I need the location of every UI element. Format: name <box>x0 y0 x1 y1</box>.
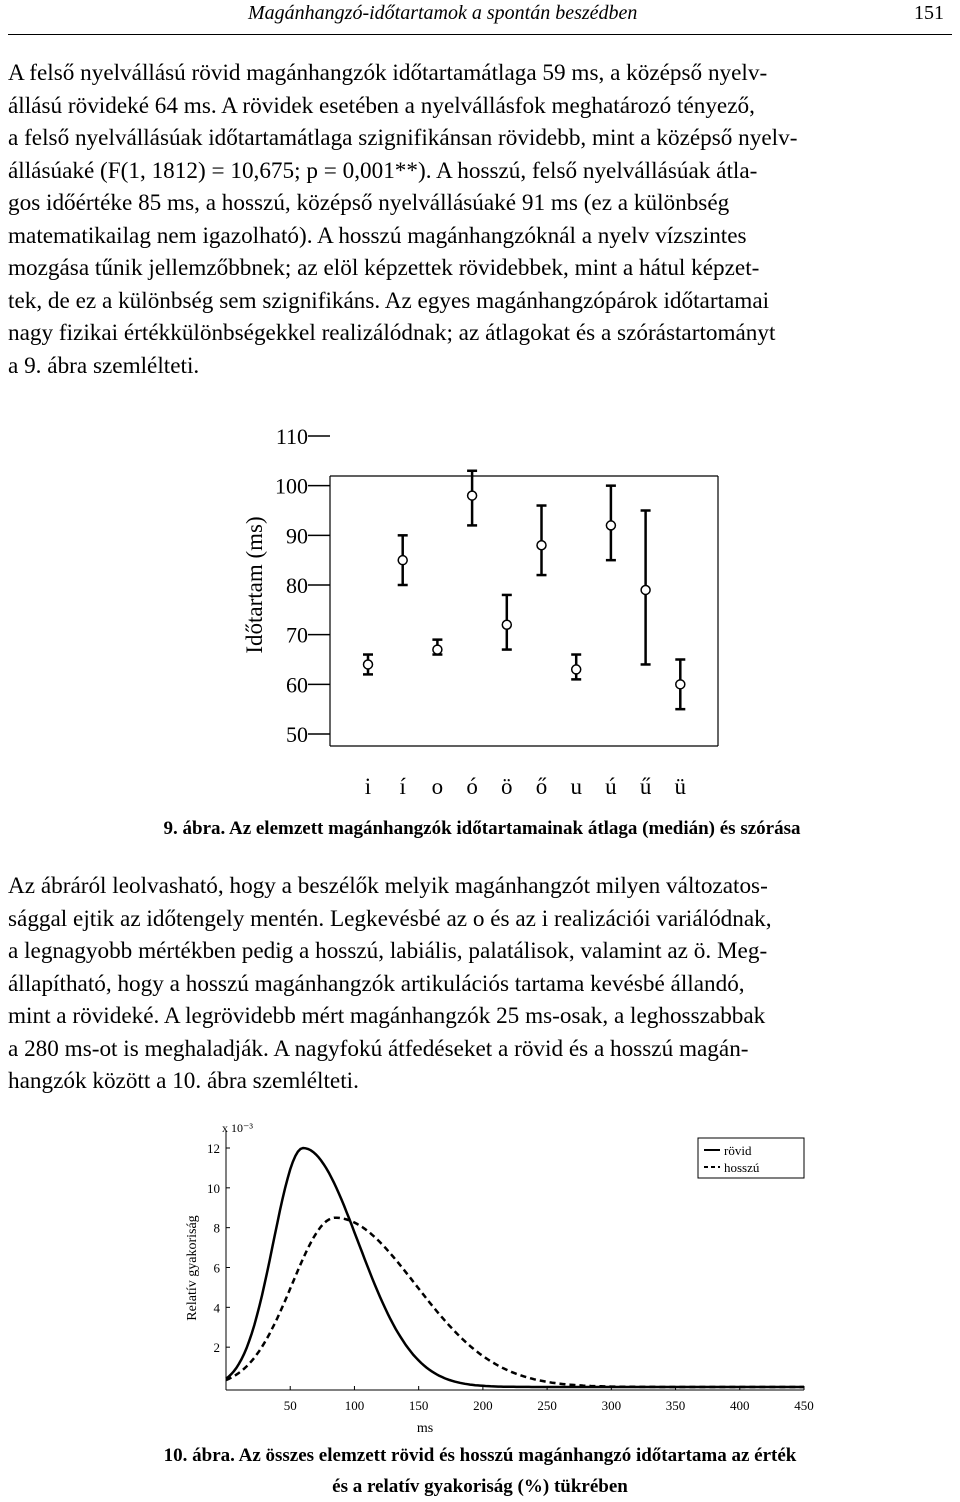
figure-9-caption-number: 9. ábra. <box>163 818 226 839</box>
figure-10-caption-line-1 <box>0 1440 960 1471</box>
paragraph-2-line: a legnagyobb mértékben pedig a hosszú, labiális, palatálisok, valamint az ö. Meg- <box>8 938 768 964</box>
y-tick-label: 70 <box>286 622 308 648</box>
x-category-label: í <box>399 774 406 799</box>
y-axis-label: Időtartam (ms) <box>242 516 267 654</box>
x-category-label: u <box>570 774 582 799</box>
paragraph-1-line: a 9. ábra szemlélteti. <box>8 352 200 379</box>
paragraph-1-line: A felső nyelvállású rövid magánhangzók időtartamátlaga 59 ms, a középső nyelv- <box>8 60 768 86</box>
y-tick-label: 2 <box>213 1340 220 1356</box>
x-tick-label: 450 <box>794 1398 814 1413</box>
legend <box>698 1138 804 1178</box>
x-category-label: ö <box>501 774 513 799</box>
paragraph-2 <box>8 870 952 1098</box>
mean-marker <box>433 645 442 654</box>
paragraph-1-line: nagy fizikai értékkülönbségekkel realizálódnak; az átlagokat és a szórástartományt <box>8 320 776 346</box>
paragraph-1-line: tek, de ez a különbség sem szignifikáns. Az egyes magánhangzópárok időtartamai <box>8 287 770 314</box>
paragraph-2-line: a 280 ms-ot is meghaladják. A nagyfokú átfedéseket a rövid és a hosszú magán- <box>8 1035 749 1062</box>
x-tick-label: 200 <box>473 1398 493 1413</box>
legend-label: hosszú <box>724 1160 760 1175</box>
figure-10-caption-number: 10. ábra. <box>163 1445 235 1466</box>
y-tick-label: 12 <box>207 1141 220 1156</box>
running-title: Magánhangzó-időtartamok a spontán beszédben <box>248 2 638 24</box>
series-line-long <box>226 1218 804 1387</box>
mean-marker <box>537 541 546 550</box>
x-tick-label: 300 <box>601 1398 622 1413</box>
paragraph-2-line: mint a rövideké. A legrövidebb mért magánhangzók 25 ms-osak, a leghosszabbak <box>8 1003 766 1029</box>
x-category-label: ü <box>674 774 687 799</box>
x-tick-label: 150 <box>408 1398 429 1413</box>
mean-marker <box>502 620 511 629</box>
figure-10-caption <box>0 1440 960 1502</box>
y-tick-label: 8 <box>213 1220 220 1236</box>
mean-marker <box>676 680 685 689</box>
paragraph-1 <box>8 57 952 382</box>
figure-9-marks <box>363 471 685 709</box>
mean-marker <box>641 585 650 594</box>
figure-9-chart <box>0 400 960 820</box>
y-tick-label: 50 <box>286 722 308 747</box>
mean-marker <box>398 556 407 565</box>
figure-9-axes <box>275 424 718 799</box>
x-tick-label: 350 <box>665 1398 686 1413</box>
paragraph-1-line: állásúaké (F(1, 1812) = 10,675; p = 0,001**). A hosszú, felső nyelvállásúak átla- <box>8 157 758 184</box>
x-tick-label: 100 <box>344 1398 365 1413</box>
page-number: 151 <box>914 2 944 24</box>
y-tick-label: 110 <box>275 424 308 449</box>
x-tick-label: 400 <box>730 1398 750 1413</box>
y-multiplier-label: x 10⁻³ <box>222 1121 253 1135</box>
x-tick-label: 250 <box>537 1398 557 1413</box>
paragraph-1-line: a felső nyelvállásúak időtartamátlaga szignifikánsan rövidebb, mint a középső nyelv- <box>8 125 798 151</box>
figure-9-caption-text: Az elemzett magánhangzók időtartamainak átlaga (medián) és szórása <box>228 818 801 839</box>
x-category-label: i <box>364 774 372 799</box>
legend-label: rövid <box>724 1143 752 1158</box>
paragraph-2-line: sággal ejtik az időtengely mentén. Legkevésbé az o és az i realizációi variálódnak, <box>8 905 772 932</box>
x-axis-label: ms <box>416 1421 434 1436</box>
x-category-label: ű <box>639 774 652 799</box>
figure-10-chart <box>0 1110 960 1436</box>
y-tick-label: 10 <box>207 1180 220 1196</box>
mean-marker <box>572 665 581 674</box>
series-line-short <box>226 1148 804 1387</box>
paragraph-2-line: Az ábráról leolvasható, hogy a beszélők melyik magánhangzót milyen változatos- <box>8 873 768 899</box>
mean-marker <box>606 521 615 530</box>
page-header <box>8 0 952 35</box>
paragraph-1-line: matematikailag nem igazolható). A hosszú magánhangzóknál a nyelv vízszintes <box>8 222 747 249</box>
figure-10-caption-text-1: Az összes elemzett rövid és hosszú magánhangzó időtartama az érték <box>238 1445 797 1466</box>
paragraph-1-line: mozgása tűnik jellemzőbbnek; az elöl képzettek rövidebbek, mint a hátul képzet- <box>8 255 760 281</box>
y-tick-label: 60 <box>286 672 308 698</box>
paragraph-1-line: állású rövideké 64 ms. A rövidek esetében a nyelvállásfok meghatározó tényező, <box>8 92 755 119</box>
y-tick-label: 100 <box>275 473 308 499</box>
y-tick-label: 6 <box>213 1260 220 1276</box>
paragraph-2-line: állapítható, hogy a hosszú magánhangzók artikulációs tartama kevésbé állandó, <box>8 970 745 997</box>
y-axis-label: Relatív gyakoriság <box>185 1215 200 1321</box>
y-tick-label: 80 <box>286 573 308 598</box>
paragraph-2-line: hangzók között a 10. ábra szemlélteti. <box>8 1068 359 1094</box>
figure-10-marks <box>226 1148 804 1387</box>
figure-9-caption <box>72 818 892 840</box>
mean-marker <box>468 491 477 500</box>
x-category-label: o <box>431 774 444 799</box>
x-category-label: ú <box>605 774 617 799</box>
y-tick-label: 4 <box>213 1300 220 1316</box>
mean-marker <box>364 660 373 669</box>
figure-10-caption-line-2: és a relatív gyakoriság (%) tükrében <box>332 1476 628 1497</box>
y-tick-label: 90 <box>286 523 308 549</box>
figure-10-axes <box>185 1121 814 1436</box>
x-category-label: ó <box>466 774 478 799</box>
x-category-label: ő <box>535 774 548 799</box>
paragraph-1-line: gos időértéke 85 ms, a hosszú, középső nyelvállásúaké 91 ms (ez a különbség <box>8 190 730 216</box>
x-tick-label: 50 <box>283 1398 297 1413</box>
